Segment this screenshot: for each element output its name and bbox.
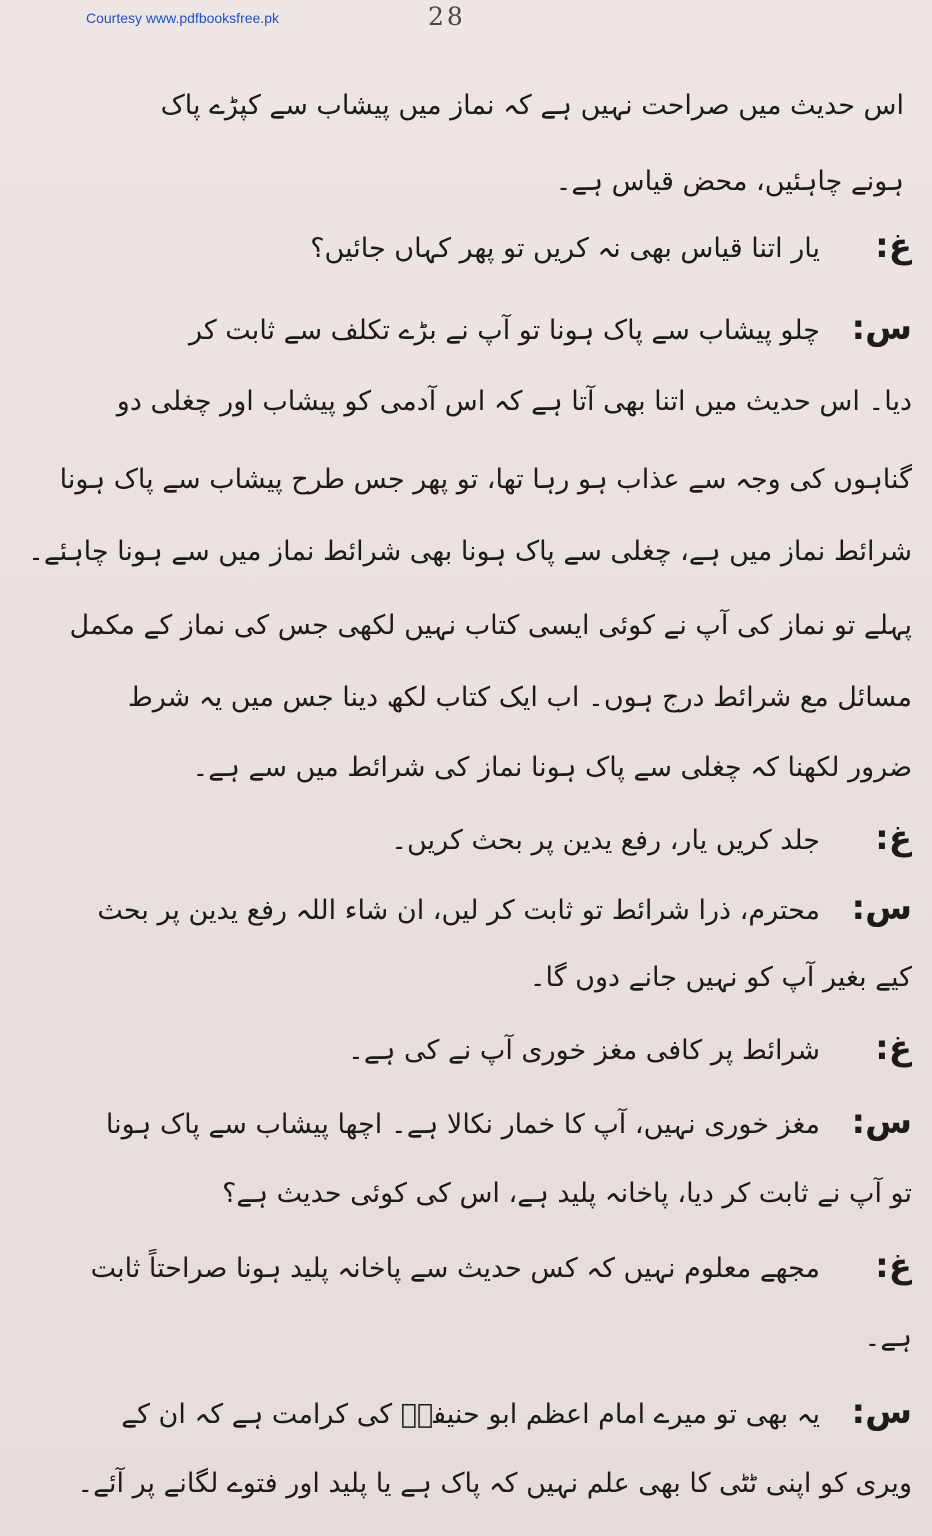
speaker-label: غ: xyxy=(875,1028,912,1068)
line-text: ویری کو اپنی ٹٹی کا بھی علم نہیں کہ پاک ہے یا پلید اور فتوے لگانے پر آئے۔ xyxy=(77,1468,912,1499)
line-text: چلو پیشاب سے پاک ہونا تو آپ نے بڑے تکلف سے ثابت کر xyxy=(188,315,820,346)
speaker-label: س: xyxy=(851,1392,912,1432)
line-text: مجھے معلوم نہیں کہ کس حدیث سے پاخانہ پلید ہونا صراحتاً ثابت xyxy=(90,1253,820,1284)
text-line xyxy=(10,1390,912,1434)
text-line xyxy=(10,84,904,128)
text-line xyxy=(10,160,904,204)
page-number: 28 xyxy=(428,2,466,31)
line-text: تو آپ نے ثابت کر دیا، پاخانہ پلید ہے، اس کی کوئی حدیث ہے؟ xyxy=(222,1178,912,1209)
speaker-label: غ: xyxy=(875,1246,912,1286)
line-text: ہے۔ xyxy=(864,1322,912,1353)
text-line xyxy=(10,1100,912,1144)
line-text: شرائط پر کافی مغز خوری آپ نے کی ہے۔ xyxy=(348,1035,820,1066)
text-line xyxy=(10,746,912,790)
line-text: گناہوں کی وجہ سے عذاب ہو رہا تھا، تو پھر جس طرح پیشاب سے پاک ہونا xyxy=(59,464,912,495)
text-line xyxy=(10,1026,912,1070)
text-line xyxy=(10,956,912,1000)
speaker-label: غ: xyxy=(875,818,912,858)
line-text: شرائط نماز میں ہے، چغلی سے پاک ہونا بھی شرائط نماز میں سے ہونا چاہئے۔ xyxy=(28,536,912,567)
line-text: دیا۔ اس حدیث میں اتنا بھی آتا ہے کہ اس آدمی کو پیشاب اور چغلی دو xyxy=(116,386,912,417)
text-line xyxy=(10,1316,912,1360)
line-text: کیے بغیر آپ کو نہیں جانے دوں گا۔ xyxy=(529,962,912,993)
text-line xyxy=(10,1172,912,1216)
line-text: ہونے چاہئیں، محض قیاس ہے۔ xyxy=(555,166,904,197)
line-text: جلد کریں یار، رفع یدین پر بحث کریں۔ xyxy=(391,825,820,856)
speaker-label: س: xyxy=(851,1102,912,1142)
text-line xyxy=(10,306,912,350)
text-line xyxy=(10,224,912,268)
text-line xyxy=(10,530,912,574)
text-line xyxy=(10,886,912,930)
speaker-label: س: xyxy=(851,308,912,348)
speaker-label: س: xyxy=(851,888,912,928)
text-line xyxy=(10,380,912,424)
line-text: یہ بھی تو میرے امام اعظم ابو حنیفہؒ کی کرامت ہے کہ ان کے xyxy=(121,1399,820,1430)
text-line xyxy=(10,1244,912,1288)
speaker-label: غ: xyxy=(875,226,912,266)
line-text: محترم، ذرا شرائط تو ثابت کر لیں، ان شاء اللہ رفع یدین پر بحث xyxy=(97,895,820,926)
courtesy-watermark: Courtesy www.pdfbooksfree.pk xyxy=(86,10,279,26)
line-text: پہلے تو نماز کی آپ نے کوئی ایسی کتاب نہیں لکھی جس کی نماز کے مکمل xyxy=(69,610,912,641)
line-text: ضرور لکھنا کہ چغلی سے پاک ہونا نماز کی شرائط میں سے ہے۔ xyxy=(192,752,912,783)
text-line xyxy=(10,816,912,860)
text-line xyxy=(10,676,912,720)
line-text: اس حدیث میں صراحت نہیں ہے کہ نماز میں پیشاب سے کپڑے پاک xyxy=(160,90,904,121)
text-line xyxy=(10,1462,912,1506)
line-text: مغز خوری نہیں، آپ کا خمار نکالا ہے۔ اچھا پیشاب سے پاک ہونا xyxy=(105,1109,820,1140)
text-line xyxy=(10,604,912,648)
line-text: مسائل مع شرائط درج ہوں۔ اب ایک کتاب لکھ دینا جس میں یہ شرط xyxy=(127,682,912,713)
line-text: یار اتنا قیاس بھی نہ کریں تو پھر کہاں جائیں؟ xyxy=(310,233,820,264)
text-line xyxy=(10,458,912,502)
